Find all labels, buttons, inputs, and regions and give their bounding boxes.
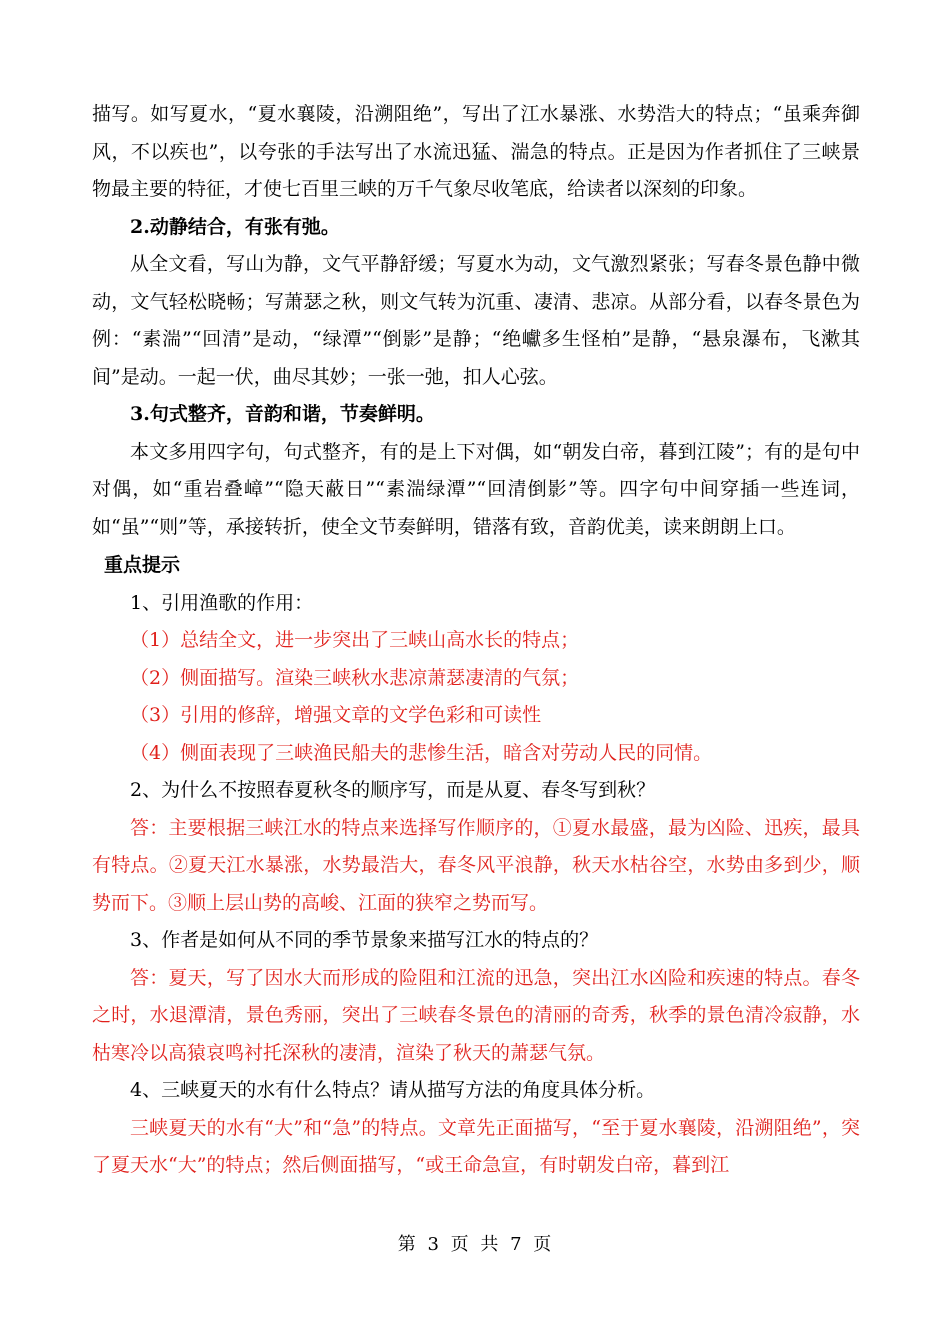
footer-label-di: 第 — [397, 1234, 417, 1255]
q3-answer: 答：夏天，写了因水大而形成的险阻和江流的迅急，突出江水凶险和疾速的特点。春冬之时，水退潭清，景色秀丽，突出了三峡春冬景色的清丽的奇秀，秋季的景色清冷寂静，水枯寒冷以高猿哀鸣衬托深秋的凄清，渲染了秋天的萧瑟气氛。 — [92, 966, 860, 1064]
question-3: 3、作者是如何从不同的季节景象来描写江水的特点的？ — [130, 929, 599, 951]
question-2: 2、为什么不按照春夏秋冬的顺序写，而是从夏、春冬写到秋？ — [130, 779, 656, 801]
page-footer — [0, 1230, 950, 1256]
key-points-heading: 重点提示 — [104, 554, 181, 576]
question-1: 1、引用渔歌的作用： — [130, 591, 314, 614]
q1-answer-3: （3）引用的修辞，增强文章的文学色彩和可读性 — [130, 704, 542, 726]
document-page — [92, 96, 860, 1185]
section3-heading: 3.句式整齐，音韵和谐，节奏鲜明。 — [130, 403, 435, 425]
q4-answer: 三峡夏天的水有“大”和“急”的特点。文章先正面描写，“至于夏水襄陵，沿溯阻绝”，突了夏天水“大”的特点；然后侧面描写，“或王命急宣，有时朝发白帝，暮到江 — [92, 1116, 860, 1176]
question-4: 4、三峡夏天的水有什么特点？请从描写方法的角度具体分析。 — [130, 1079, 656, 1101]
q1-answer-1: （1）总结全文，进一步突出了三峡山高水长的特点； — [130, 629, 580, 651]
footer-label-gong: 共 — [480, 1234, 500, 1255]
section2-heading: 2.动静结合，有张有弛。 — [130, 215, 340, 238]
footer-total-pages: 7 — [510, 1234, 523, 1255]
section3-body: 本文多用四字句，句式整齐，有的是上下对偶，如“朝发白帝，暮到江陵”；有的是句中对偶，如“重岩叠嶂”“隐天蔽日”“素湍绿潭”“回清倒影”等。四字句中间穿插一些连词，如“虽”“则”等，承接转折，使全文节奏鲜明，错落有致，音韵优美，读来朗朗上口。 — [92, 440, 860, 538]
footer-label-ye: 页 — [450, 1234, 470, 1255]
intro-paragraph: 描写。如写夏水，“夏水襄陵，沿溯阻绝”，写出了江水暴涨、水势浩大的特点；“虽乘奔御风，不以疾也”，以夸张的手法写出了水流迅猛、湍急的特点。正是因为作者抓住了三峡景物最主要的特征，才使七百里三峡的万千气象尽收笔底，给读者以深刻的印象。 — [92, 103, 860, 200]
q2-answer: 答：主要根据三峡江水的特点来选择写作顺序的，①夏水最盛，最为凶险、迅疾，最具有特点。②夏天江水暴涨，水势最浩大，春冬风平浪静，秋天水枯谷空，水势由多到少，顺势而下。③顺上层山势的高峻、江面的狭窄之势而写。 — [92, 816, 860, 914]
q1-answer-4: （4）侧面表现了三峡渔民船夫的悲惨生活，暗含对劳动人民的同情。 — [130, 741, 713, 764]
section2-body: 从全文看，写山为静，文气平静舒缓；写夏水为动，文气激烈紧张；写春冬景色静中微动，文气轻松晓畅；写萧瑟之秋，则文气转为沉重、凄清、悲凉。从部分看，以春冬景色为例：“素湍”“回清”是动，“绿潭”“倒影”是静；“绝巘多生怪柏”是静，“悬泉瀑布，飞漱其间”是动。一起一伏，曲尽其妙；一张一弛，扣人心弦。 — [92, 253, 860, 388]
q1-answer-2: （2）侧面描写。渲染三峡秋水悲凉萧瑟凄清的气氛； — [130, 666, 580, 689]
footer-label-ye-2: 页 — [533, 1234, 553, 1255]
footer-page-number: 3 — [427, 1234, 440, 1255]
